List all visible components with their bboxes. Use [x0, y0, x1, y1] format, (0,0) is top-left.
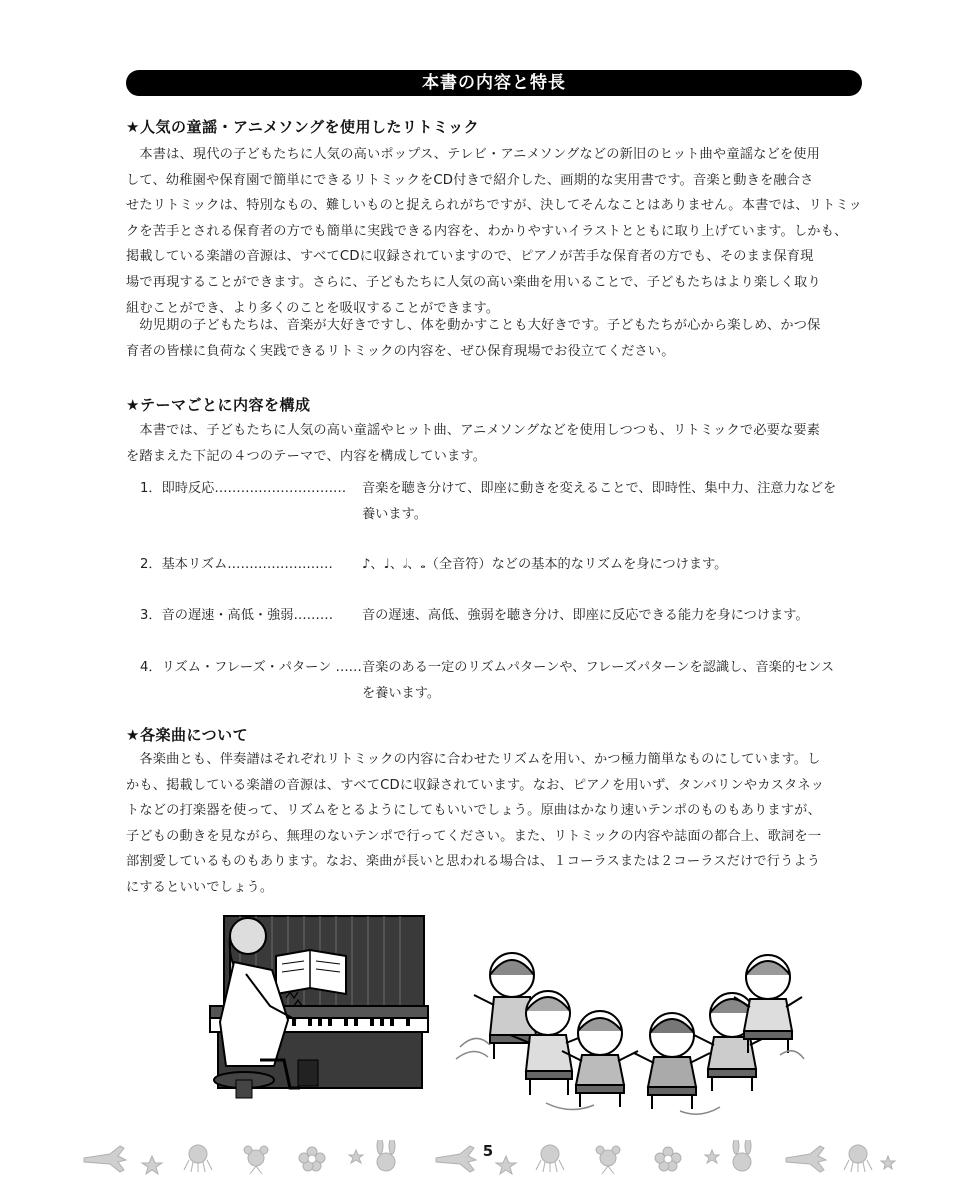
flower-icon	[655, 1147, 681, 1171]
paragraph-line: 本書では、子どもたちに人気の高い童謡やヒット曲、アニメソングなどを使用しつつも、リトミックで必要な要素	[126, 423, 821, 438]
paragraph-line: 掲載している楽譜の音源は、すべてCDに収録されていますので、ピアノが苦手な保育者の方でも、そのまま保育現	[126, 249, 814, 265]
paragraph-line: せたリトミックは、特別なもの、難しいものと捉えられがちですが、決してそんなことはありません。本書では、リトミッ	[126, 198, 862, 214]
paragraph-line: を踏まえた下記の４つのテーマで、内容を構成しています。	[126, 448, 487, 464]
description-line: 音楽を聴き分けて、即座に動きを変えることで、即時性、集中力、注意力などを	[362, 481, 837, 496]
description-line: ♪、♩、𝅗𝅥、𝅝（全音符）などの基本的なリズムを身につけます。	[362, 557, 728, 572]
star-icon	[705, 1150, 719, 1163]
airplane-icon	[436, 1146, 476, 1172]
paragraph	[126, 747, 866, 901]
airplane-icon	[84, 1146, 126, 1172]
page-number: 5	[482, 1142, 494, 1160]
theme-description	[362, 603, 872, 629]
paragraph-line: 組むことができ、より多くのことを吸収することができます。	[126, 300, 500, 316]
star-icon	[142, 1156, 162, 1174]
paragraph-line: 場で再現することができます。さらに、子どもたちに人気の高い楽曲を用いることで、子どもたちはより楽しく取り	[126, 274, 821, 290]
theme-label: 1．即時反応…………………………	[140, 481, 347, 496]
octopus-icon	[536, 1145, 564, 1172]
page-title: 本書の内容と特長	[126, 70, 862, 96]
paragraph-line: 各楽曲とも、伴奏譜はそれぞれリトミックの内容に合わせたリズムを用い、かつ極力簡単なものにしています。し	[126, 752, 821, 767]
octopus-icon	[184, 1145, 212, 1172]
description-line: を養います。	[362, 685, 441, 701]
mouse-icon	[244, 1146, 268, 1174]
paragraph	[126, 142, 866, 321]
section-heading: ★人気の童謡・アニメソングを使用したリトミック	[126, 118, 480, 136]
paragraph-line: して、幼稚園や保育園で簡単にできるリトミックをCD付きで紹介した、画期的な実用書です。音楽と動きを融合さ	[126, 172, 814, 188]
rabbit-icon	[377, 1140, 395, 1171]
mouse-icon	[596, 1146, 620, 1174]
theme-label: 4．リズム・フレーズ・パターン ……	[140, 660, 362, 675]
section-heading: ★各楽曲について	[126, 726, 249, 744]
octopus-icon	[844, 1145, 872, 1172]
rabbit-icon	[733, 1140, 751, 1171]
theme-description	[362, 655, 872, 706]
paragraph-line: 子どもの動きを見ながら、無理のないテンポで行ってください。また、リトミックの内容や誌面の都合上、歌詞を一	[126, 828, 822, 844]
children-on-chairs-illustration	[450, 935, 810, 1120]
flower-icon	[299, 1147, 325, 1171]
paragraph-line: 部割愛しているものもあります。なお、楽曲が長いと思われる場合は、１コーラスまたは２コーラスだけで行うよう	[126, 854, 821, 870]
paragraph-line: 育者の皆様に負荷なく実践できるリトミックの内容を、ぜひ保育現場でお役立てください。	[126, 343, 675, 359]
section-heading: ★テーマごとに内容を構成	[126, 396, 311, 414]
star-icon	[881, 1156, 895, 1169]
description-line: 養います。	[362, 506, 427, 522]
paragraph-line: クを苦手とされる保育者の方でも簡単に実践できる内容を、わかりやすいイラストとともに取り上げています。しかも、	[126, 223, 848, 239]
paragraph-line: 本書は、現代の子どもたちに人気の高いポップス、テレビ・アニメソングなどの新旧のヒット曲や童謡などを使用	[126, 147, 821, 162]
paragraph	[126, 418, 866, 469]
description-line: 音楽のある一定のリズムパターンや、フレーズパターンを認識し、音楽的センス	[362, 660, 835, 675]
theme-label: 2．基本リズム……………………	[140, 557, 333, 572]
paragraph-line: 幼児期の子どもたちは、音楽が大好きですし、体を動かすことも大好きです。子どもたちが心から楽しめ、かつ保	[126, 318, 821, 333]
piano-teacher-illustration	[200, 910, 440, 1100]
paragraph-line: かも、掲載している楽譜の音源は、すべてCDに収録されています。なお、ピアノを用いず、タンバリンやカスタネッ	[126, 777, 825, 793]
paragraph-line: にするといいでしょう。	[126, 879, 274, 895]
description-line: 音の遅速、高低、強弱を聴き分け、即座に反応できる能力を身につけます。	[362, 608, 809, 623]
star-icon	[349, 1150, 363, 1163]
theme-label: 3．音の遅速・高低・強弱………	[140, 608, 334, 623]
theme-description	[362, 552, 872, 578]
theme-description	[362, 476, 872, 527]
paragraph	[126, 313, 866, 364]
airplane-icon	[786, 1146, 826, 1172]
paragraph-line: トなどの打楽器を使って、リズムをとるようにしてもいいでしょう。原曲はかなり速いテンポのものもありますが、	[126, 803, 821, 819]
